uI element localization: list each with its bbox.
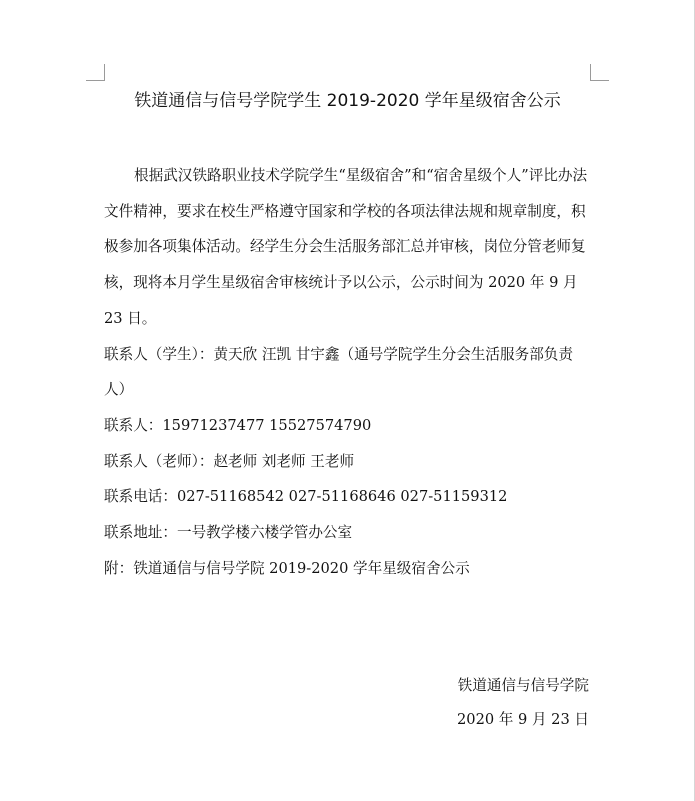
attachment-note: 附：铁道通信与信号学院 2019-2020 学年星级宿舍公示 [104, 559, 470, 577]
contact-address: 联系地址：一号教学楼六楼学管办公室 [104, 524, 353, 542]
teacher-contacts: 联系人（老师）：赵老师 刘老师 王老师 [104, 452, 355, 470]
student-contacts: 联系人（学生）：黄天欣 汪凯 甘宇鑫（通号学院学生分会生活服务部负责人） [104, 345, 573, 399]
signature-block [457, 669, 589, 737]
document-body [104, 158, 594, 586]
margin-corner-top-left [86, 64, 105, 81]
body-paragraph: 根据武汉铁路职业技术学院学生“星级宿舍”和“宿舍星级个人”评比办法文件精神，要求在校生严格遵守国家和学校的各项法律法规和规章制度，积极参加各项集体活动。经学生分会生活服务部汇总并审核，岗位分管老师复核，现将本月学生星级宿舍审核统计予以公示，公示时间为 2020 年 9 月 23 日。 [104, 167, 588, 327]
signature-organization: 铁道通信与信号学院 [457, 677, 589, 694]
contact-phones: 联系人：15971237477 15527574790 [104, 416, 372, 434]
document-title: 铁道通信与信号学院学生 2019-2020 学年星级宿舍公示 [134, 91, 561, 111]
signature-date: 2020 年 9 月 23 日 [457, 711, 589, 728]
margin-corner-top-right [590, 64, 609, 81]
contact-telephone: 联系电话：027-51168542 027-51168646 027-51159312 [104, 488, 508, 506]
